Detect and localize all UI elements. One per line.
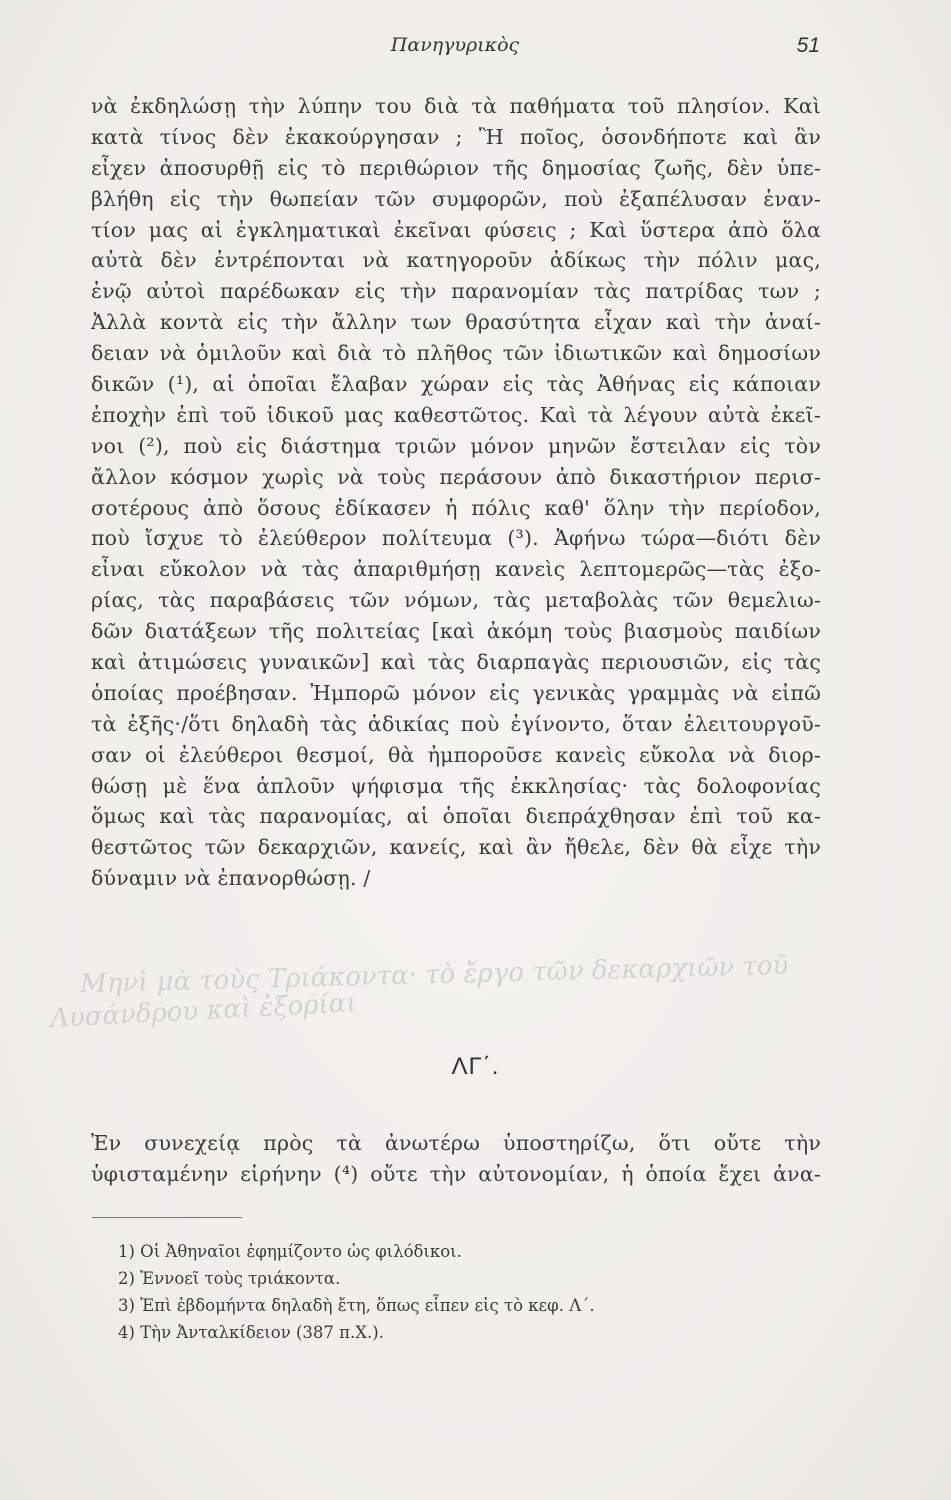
footnote: 2) Ἐννοεῖ τοὺς τριάκοντα. [118,1269,341,1288]
text-line: δικῶν (¹), αἱ ὁποῖαι ἔλαβαν χώραν εἰς τὰς Ἀθήνας εἰς κάποιαν [91,372,821,397]
text-line: θώσῃ μὲ ἕνα ἁπλοῦν ψήφισμα τῆς ἐκκλησίας· τὰς δολοφονίας [91,773,821,798]
page-number: 51 [796,34,820,57]
text-line: εἶχεν ἀποσυρθῇ εἰς τὸ περιθώριον τῆς δημοσίας ζωῆς, δὲν ὑπε- [91,155,821,180]
footnote: 4) Τὴν Ἀνταλκίδειον (387 π.Χ.). [118,1323,384,1342]
text-line: ἄλλον κόσμον χωρὶς νὰ τοὺς περάσουν ἀπὸ δικαστήριον περισ- [91,464,821,489]
handwritten-annotation [49,950,910,1035]
text-line: εἶναι εὔκολον νὰ τὰς ἀπαριθμήσῃ κανεὶς λεπτομερῶς—τὰς ἐξο- [91,557,821,582]
text-line: ρίας, τὰς παραβάσεις τῶν νόμων, τὰς μεταβολὰς τῶν θεμελιω- [91,588,821,613]
text-line: νοι (²), ποὺ εἰς διάστημα τριῶν μόνον μηνῶν ἔστειλαν εἰς τὸν [91,433,821,458]
text-line: σοτέρους ἀπὸ ὅσους ἐδίκασεν ἡ πόλις καθ' ὅλην τὴν περίοδον, [91,495,821,520]
text-line: ἐνῷ αὐτοὶ παρέδωκαν εἰς τὴν παρανομίαν τὰς πατρίδας των ; [91,279,821,304]
text-line: αὐτὰ δὲν ἐντρέπονται νὰ κατηγοροῦν ἀδίκως τὴν πόλιν μας, [91,248,821,273]
text-line: ὁποίας προέβησαν. Ἠμπορῶ μόνον εἰς γενικὰς γραμμὰς νὰ εἰπῶ [91,680,821,705]
text-line: τὰ ἑξῆς·/ὅτι δηλαδὴ τὰς ἀδικίας ποὺ ἐγίνοντο, ὅταν ἐλειτουργοῦ- [91,711,821,736]
footnote: 3) Ἐπὶ ἑβδομήντα δηλαδὴ ἔτη, ὅπως εἶπεν εἰς τὸ κεφ. Λ΄. [118,1296,595,1315]
page-header [90,34,820,64]
text-line: Ἐν συνεχείᾳ πρὸς τὰ ἀνωτέρω ὑποστηρίζω, ὅτι οὔτε τὴν [91,1131,821,1155]
text-line: κατὰ τίνος δὲν ἐκακούργησαν ; Ἢ ποῖος, ὁσονδήποτε καὶ ἂν [91,124,821,149]
footnote: 1) Οἱ Ἀθηναῖοι ἐφημίζοντο ὡς φιλόδικοι. [118,1242,462,1261]
text-line: ὅμως καὶ τὰς παρανομίας, αἱ ὁποῖαι διεπράχθησαν ἐπὶ τοῦ κα- [91,804,821,829]
running-title: Πανηγυρικὸς [390,34,520,56]
text-line: ὑφισταμένην εἰρήνην (⁴) οὔτε τὴν αὐτονομίαν, ἡ ὁποία ἔχει ἀνα- [91,1161,821,1186]
handwritten-line: Μηνὶ μὰ τοὺς Τριάκοντα· τὸ ἔργο τῶν δεκαρχιῶν τοῦ [79,950,789,1000]
text-line: θεστῶτος τῶν δεκαρχιῶν, κανείς, καὶ ἂν ἤθελε, δὲν θὰ εἶχε τὴν [91,835,821,860]
text-line: βλήθη εἰς τὴν θωπείαν τῶν συμφορῶν, ποὺ ἐξαπέλυσαν ἐναν- [91,186,821,211]
text-line: νὰ ἐκδηλώσῃ τὴν λύπην του διὰ τὰ παθήματα τοῦ πλησίον. Καὶ [91,94,821,118]
body-text [91,91,821,894]
section-text [91,1128,821,1190]
text-line: ἐποχὴν ἐπὶ τοῦ ἰδικοῦ μας καθεστῶτος. Καὶ τὰ λέγουν αὐτὰ ἐκεῖ- [91,402,821,427]
text-line: δύναμιν νὰ ἐπανορθώσῃ. / [91,866,371,891]
text-line: τίον μας αἱ ἐγκληματικαὶ ἐκεῖναι φύσεις ; Καὶ ὕστερα ἀπὸ ὅλα [91,217,821,242]
text-line: δῶν διατάξεων τῆς πολιτείας [καὶ ἀκόμη τοὺς βιασμοὺς παιδίων [91,619,821,644]
footnotes [118,1238,768,1346]
text-line: Ἀλλὰ κοντὰ εἰς τὴν ἄλλην των θρασύτητα εἶχαν καὶ τὴν ἀναί- [91,310,821,335]
text-line: καὶ ἀτιμώσεις γυναικῶν] καὶ τὰς διαρπαγὰς περιουσιῶν, εἰς τὰς [91,650,821,675]
section-heading: ΛΓ΄. [451,1053,500,1080]
text-line: δειαν νὰ ὁμιλοῦν καὶ διὰ τὸ πλῆθος τῶν ἰδιωτικῶν καὶ δημοσίων [91,341,821,366]
handwritten-line: Λυσάνδρου καὶ ἐξορίαι [49,987,358,1035]
footnote-divider [92,1217,242,1218]
text-line: ποὺ ἴσχυε τὸ ἐλεύθερον πολίτευμα (³). Ἀφήνω τώρα—διότι δὲν [91,526,821,551]
text-line: σαν οἱ ἐλεύθεροι θεσμοί, θὰ ἠμποροῦσε κανεὶς εὔκολα νὰ διορ- [91,742,821,767]
